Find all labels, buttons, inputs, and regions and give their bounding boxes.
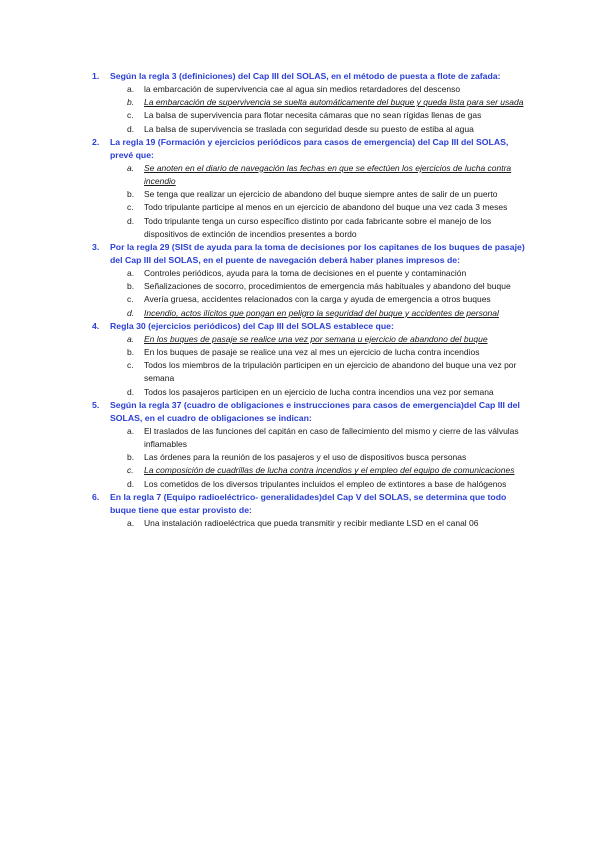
answer-d <box>127 386 530 399</box>
answer-letter: a. <box>127 162 135 173</box>
answer-text: Todos los miembros de la tripulación participen en un ejercicio de abandono del buque una vez por semana <box>144 360 517 384</box>
question-2 <box>92 136 530 241</box>
question-number: 5. <box>92 399 100 410</box>
answer-list <box>110 162 530 241</box>
answer-letter: b. <box>127 189 135 200</box>
answer-list <box>110 517 530 530</box>
answer-text: La balsa de supervivencia se traslada con seguridad desde su puesto de estiba al agua <box>144 123 474 134</box>
answer-letter: d. <box>127 123 135 134</box>
question-1 <box>92 70 530 136</box>
question-4 <box>92 320 530 399</box>
answer-letter: b. <box>127 97 135 108</box>
answer-letter: a. <box>127 425 135 436</box>
answer-text: La embarcación de supervivencia se suelta automáticamente del buque y queda lista para ser usada <box>144 97 524 108</box>
answer-a <box>127 517 530 530</box>
answer-text: la embarcación de supervivencia cae al agua sin medios retardadores del descenso <box>144 84 461 94</box>
answer-d <box>127 215 530 241</box>
question-3 <box>92 241 530 320</box>
answer-c <box>127 359 530 385</box>
answer-d <box>127 478 530 491</box>
answer-text: Todos los pasajeros participen en un ejercicio de lucha contra incendios una vez por semana <box>144 386 494 397</box>
answer-letter: d. <box>127 386 135 397</box>
answer-list <box>110 425 530 491</box>
answer-text: Todo tripulante participe al menos en un ejercicio de abandono del buque una vez cada 3 meses <box>144 202 508 213</box>
answer-b <box>127 451 530 464</box>
answer-b <box>127 346 530 359</box>
question-text: Según la regla 37 (cuadro de obligaciones e instrucciones para casos de emergencia)del Cap III del SOLAS, en el cuadro de obligaciones se indican: <box>110 399 520 423</box>
answer-a-correct <box>127 162 530 188</box>
answer-text: Los cometidos de los diversos tripulantes incluidos el empleo de extintores a base de halógenos <box>144 478 507 489</box>
answer-c <box>127 293 530 306</box>
answer-letter: c. <box>127 360 134 371</box>
question-number: 3. <box>92 242 100 253</box>
answer-c <box>127 109 530 122</box>
answer-letter: d. <box>127 478 135 489</box>
answer-letter: b. <box>127 347 135 358</box>
answer-text: Se anoten en el diario de navegación las fechas en que se efectúen los ejercicios de lucha contra incendio <box>144 162 512 187</box>
question-number: 2. <box>92 136 100 147</box>
answer-a <box>127 267 530 280</box>
answer-d-correct <box>127 307 530 320</box>
question-number: 1. <box>92 71 100 81</box>
question-list <box>92 70 530 530</box>
answer-letter: b. <box>127 281 135 292</box>
answer-c <box>127 201 530 214</box>
answer-list <box>110 267 530 320</box>
answer-letter: c. <box>127 110 134 121</box>
answer-text: La composición de cuadrillas de lucha contra incendios y el empleo del equipo de comunicaciones <box>144 465 515 476</box>
answer-text: En los buques de pasaje se realice una vez por semana u ejercicio de abandono del buque <box>144 333 488 344</box>
answer-list <box>110 83 530 136</box>
answer-letter: a. <box>127 268 135 279</box>
answer-letter: d. <box>127 307 135 318</box>
answer-text: El traslados de las funciones del capitán en caso de fallecimiento del mismo y cierre de las válvulas inflamables <box>144 425 519 450</box>
answer-a <box>127 83 530 96</box>
answer-text: Avería gruesa, accidentes relacionados con la carga y ayuda de emergencia a otros buques <box>144 294 491 305</box>
question-5 <box>92 399 530 491</box>
question-text: Por la regla 29 (SISt de ayuda para la toma de decisiones por los capitanes de los buques de pasaje) del Cap III del SOLAS, en el puente de navegación deberá haber planes impresos de: <box>110 242 525 266</box>
answer-letter: a. <box>127 84 135 94</box>
answer-text: En los buques de pasaje se realice una vez al mes un ejercicio de lucha contra incendios <box>144 347 480 358</box>
question-number: 6. <box>92 491 100 502</box>
answer-b <box>127 280 530 293</box>
answer-c-correct <box>127 464 530 477</box>
question-text: La regla 19 (Formación y ejercicios periódicos para casos de emergencia) del Cap III del SOLAS, prevé que: <box>110 136 509 160</box>
answer-letter: a. <box>127 333 135 344</box>
question-6 <box>92 491 530 530</box>
answer-a-correct <box>127 333 530 346</box>
answer-letter: b. <box>127 452 135 463</box>
answer-list <box>110 333 530 399</box>
answer-text: Incendio, actos ilícitos que pongan en peligro la seguridad del buque y accidentes de personal <box>144 307 499 318</box>
question-text: Regla 30 (ejercicios periódicos) del Cap III del SOLAS establece que: <box>110 320 394 331</box>
answer-letter: c. <box>127 465 134 476</box>
answer-b-correct <box>127 96 530 109</box>
answer-d <box>127 123 530 136</box>
answer-text: Controles periódicos, ayuda para la toma de decisiones en el puente y contaminación <box>144 268 467 279</box>
question-text: En la regla 7 (Equipo radioeléctrico- generalidades)del Cap V del SOLAS, se determina que todo buque tiene que estar provisto de: <box>110 491 507 515</box>
answer-text: Una instalación radioeléctrica que pueda transmitir y recibir mediante LSD en el canal 06 <box>144 517 479 528</box>
question-text: Según la regla 3 (definiciones) del Cap III del SOLAS, en el método de puesta a flote de zafada: <box>110 71 501 81</box>
answer-letter: a. <box>127 517 135 528</box>
answer-text: Se tenga que realizar un ejercicio de abandono del buque siempre antes de salir de un puerto <box>144 189 498 200</box>
answer-a <box>127 425 530 451</box>
answer-letter: c. <box>127 294 134 305</box>
answer-text: Todo tripulante tenga un curso específico distinto por cada fabricante sobre el manejo de los dispositivos de extinción de incendios presentes a bordo <box>144 215 492 239</box>
answer-b <box>127 188 530 201</box>
answer-letter: c. <box>127 202 134 213</box>
answer-text: Las órdenes para la reunión de los pasajeros y el uso de dispositivos busca personas <box>144 452 467 463</box>
answer-text: Señalizaciones de socorro, procedimientos de emergencia más habituales y abandono del buque <box>144 281 511 292</box>
answer-text: La balsa de supervivencia para flotar necesita cámaras que no sean rígidas llenas de gas <box>144 110 482 121</box>
question-number: 4. <box>92 320 100 331</box>
answer-letter: d. <box>127 215 135 226</box>
